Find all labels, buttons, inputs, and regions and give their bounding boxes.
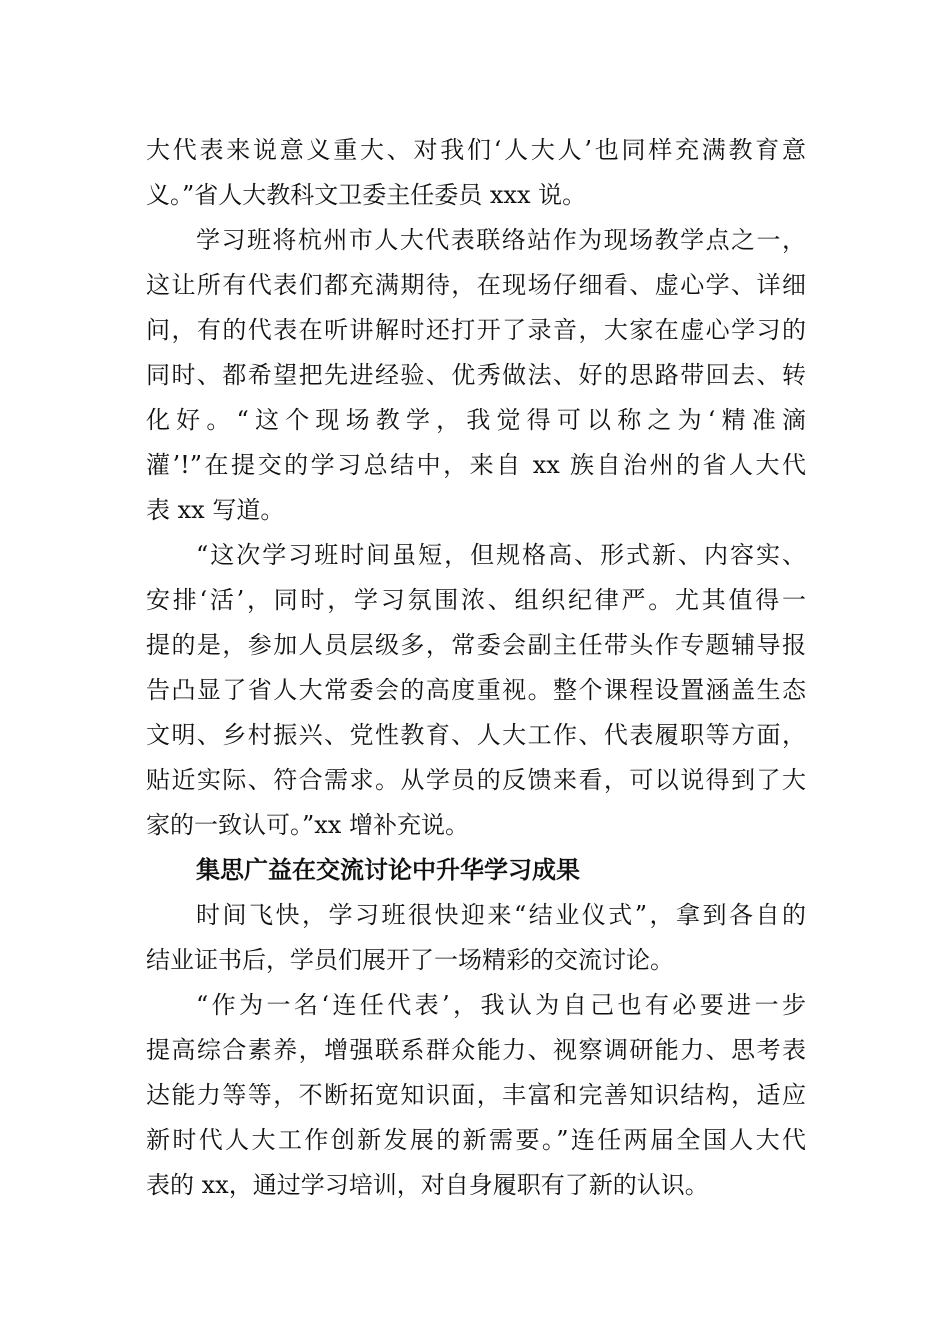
section-heading: 集思广益在交流讨论中升华学习成果 <box>196 856 580 884</box>
text-line: 同时、都希望把先进经验、优秀做法、好的思路带回去、转 <box>146 361 806 389</box>
text-line: 安排‘活’，同时，学习氛围浓、组织纪律严。尤其值得一 <box>146 586 806 614</box>
text-line: 大代表来说意义重大、对我们‘人大人’也同样充满教育意 <box>146 136 806 164</box>
text-line: 义。”省人大教科文卫委主任委员 xxx 说。 <box>146 181 587 209</box>
paragraph-first-line: “作为一名‘连任代表’，我认为自己也有必要进一步 <box>196 991 806 1019</box>
text-line: 灌’!”在提交的学习总结中，来自 xx 族自治州的省人大代 <box>146 451 806 479</box>
text-line: 提高综合素养，增强联系群众能力、视察调研能力、思考表 <box>146 1036 806 1064</box>
paragraph-first-line: “这次学习班时间虽短，但规格高、形式新、内容实、 <box>196 541 806 569</box>
text-line: 新时代人大工作创新发展的新需要。”连任两届全国人大代 <box>146 1126 806 1154</box>
text-line: 表 xx 写道。 <box>146 496 285 524</box>
text-line: 这让所有代表们都充满期待，在现场仔细看、虚心学、详细 <box>146 271 806 299</box>
paragraph-first-line: 时间飞快，学习班很快迎来“结业仪式”，拿到各自的 <box>196 901 806 929</box>
text-line: 结业证书后，学员们展开了一场精彩的交流讨论。 <box>146 946 674 974</box>
text-line: 问，有的代表在听讲解时还打开了录音，大家在虚心学习的 <box>146 316 806 344</box>
text-line: 表的 xx，通过学习培训，对自身履职有了新的认识。 <box>146 1171 709 1199</box>
text-line: 文明、乡村振兴、党性教育、人大工作、代表履职等方面， <box>146 721 806 749</box>
text-line: 达能力等等，不断拓宽知识面，丰富和完善知识结构，适应 <box>146 1081 806 1109</box>
text-line: 告凸显了省人大常委会的高度重视。整个课程设置涵盖生态 <box>146 676 806 704</box>
text-line: 家的一致认可。”xx 增补充说。 <box>146 811 469 839</box>
text-line: 提的是，参加人员层级多，常委会副主任带头作专题辅导报 <box>146 631 806 659</box>
text-line: 贴近实际、符合需求。从学员的反馈来看，可以说得到了大 <box>146 766 806 794</box>
paragraph-first-line: 学习班将杭州市人大代表联络站作为现场教学点之一， <box>196 226 806 254</box>
text-line: 化好。“这个现场教学，我觉得可以称之为‘精准滴 <box>146 406 806 434</box>
